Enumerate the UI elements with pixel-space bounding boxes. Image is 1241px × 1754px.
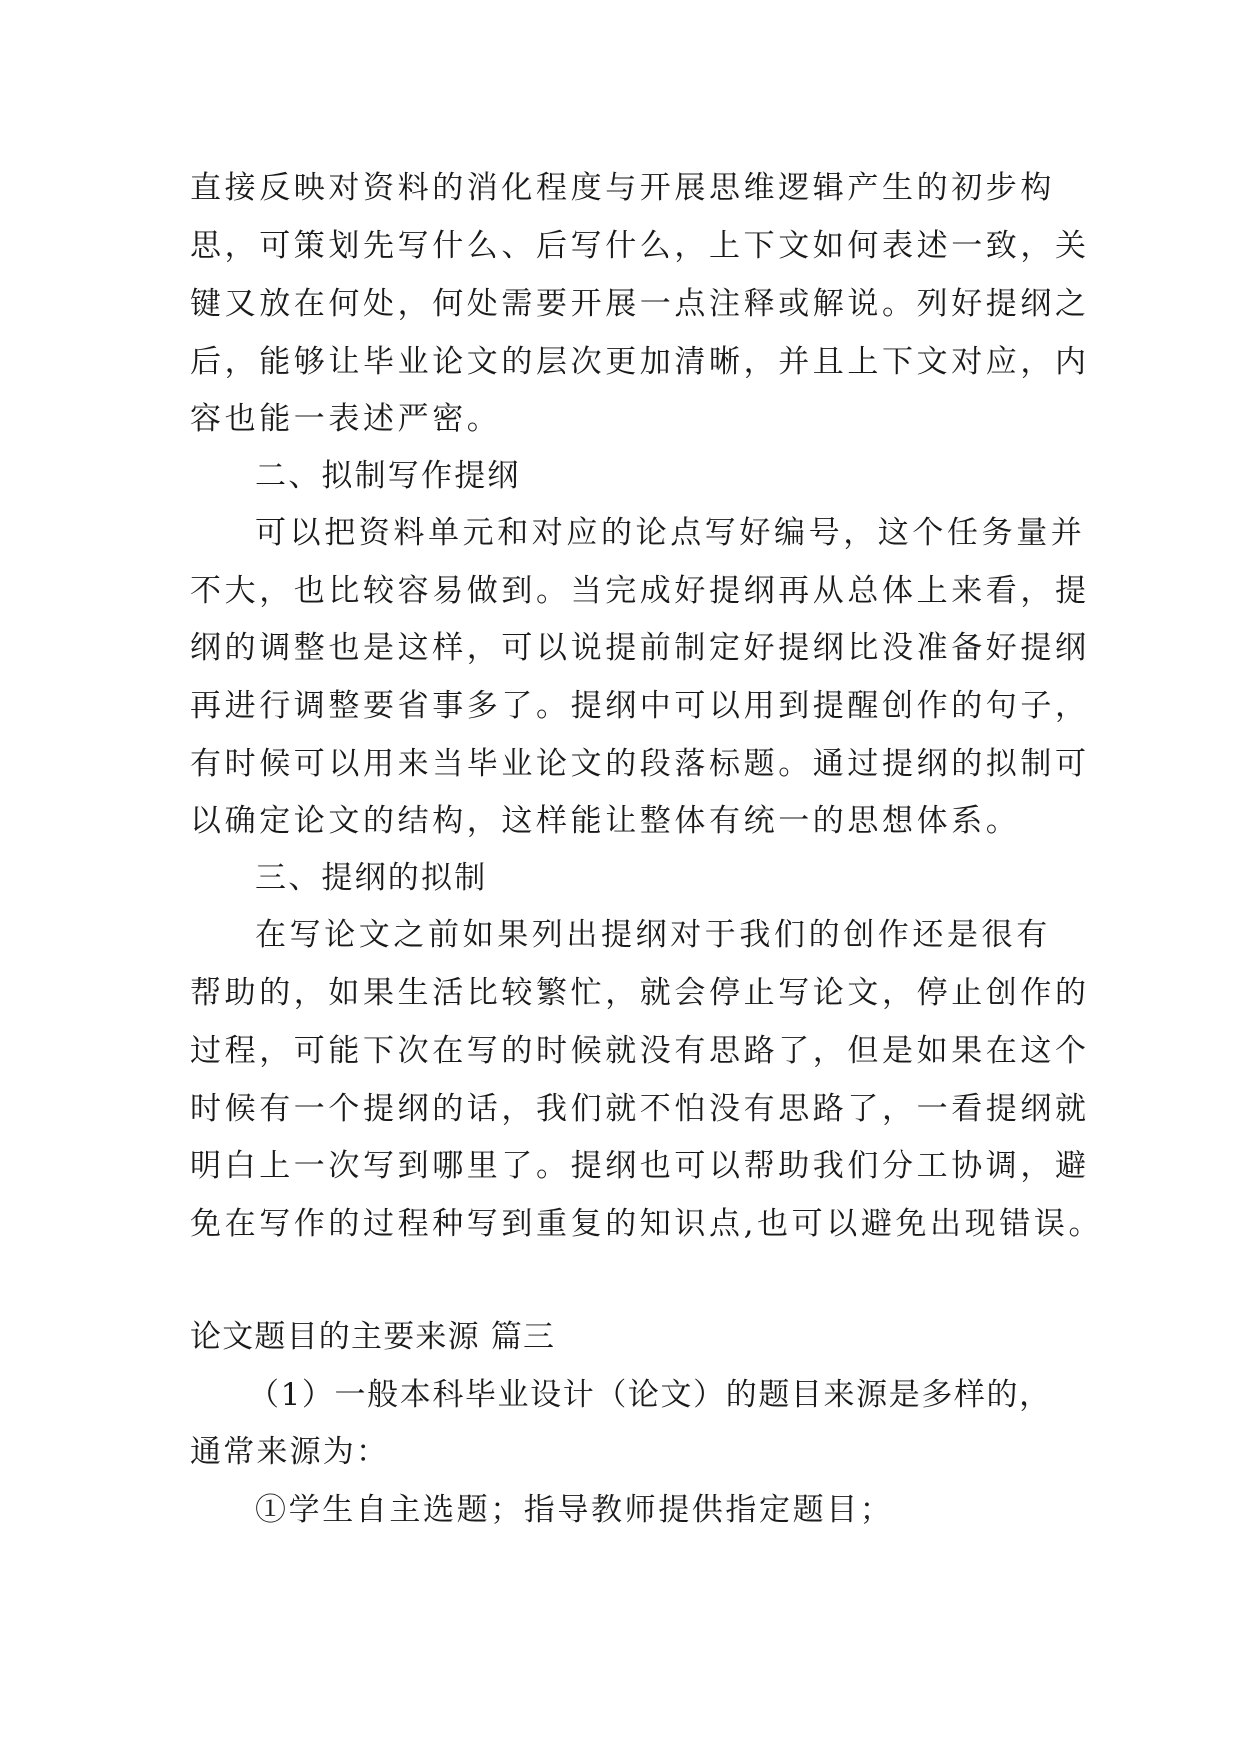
paragraph-line: 再进行调整要省事多了。提纲中可以用到提醒创作的句子，: [190, 688, 1090, 724]
paragraph-line: 在写论文之前如果列出提纲对于我们的创作还是很有: [255, 917, 1051, 953]
paragraph-line: 直接反映对资料的消化程度与开展思维逻辑产生的初步构: [190, 170, 1055, 206]
paragraph-line: 通常来源为：: [190, 1434, 390, 1470]
article-title: 论文题目的主要来源 篇三: [190, 1319, 556, 1355]
paragraph-line: 不大，也比较容易做到。当完成好提纲再从总体上来看，提: [190, 573, 1090, 609]
list-item: ①学生自主选题；指导教师提供指定题目；: [255, 1492, 894, 1528]
paragraph-line: 有时候可以用来当毕业论文的段落标题。通过提纲的拟制可: [190, 746, 1090, 782]
paragraph-line: 过程，可能下次在写的时候就没有思路了，但是如果在这个: [190, 1033, 1090, 1069]
paragraph-line: （1）一般本科毕业设计（论文）的题目来源是多样的，: [248, 1377, 1052, 1413]
paragraph-line: 键又放在何处，何处需要开展一点注释或解说。列好提纲之: [190, 286, 1090, 322]
paragraph-line: 可以把资料单元和对应的论点写好编号，这个任务量并: [255, 515, 1086, 551]
paragraph-line: 后，能够让毕业论文的层次更加清晰，并且上下文对应，内: [190, 344, 1090, 380]
paragraph-line: 免在写作的过程种写到重复的知识点,也可以避免出现错误。: [190, 1206, 1104, 1242]
paragraph-line: 明白上一次写到哪里了。提纲也可以帮助我们分工协调，避: [190, 1148, 1090, 1184]
section-heading-2: 二、拟制写作提纲: [255, 458, 521, 494]
paragraph-line: 帮助的，如果生活比较繁忙，就会停止写论文，停止创作的: [190, 975, 1090, 1011]
paragraph-line: 以确定论文的结构，这样能让整体有统一的思想体系。: [190, 803, 1021, 839]
paragraph-line: 时候有一个提纲的话，我们就不怕没有思路了，一看提纲就: [190, 1091, 1090, 1127]
paragraph-line: 纲的调整也是这样，可以说提前制定好提纲比没准备好提纲: [190, 630, 1090, 666]
paragraph-line: 思，可策划先写什么、后写什么，上下文如何表述一致，关: [190, 228, 1090, 264]
paragraph-line: 容也能一表述严密。: [190, 401, 502, 437]
section-heading-3: 三、提纲的拟制: [255, 860, 488, 896]
